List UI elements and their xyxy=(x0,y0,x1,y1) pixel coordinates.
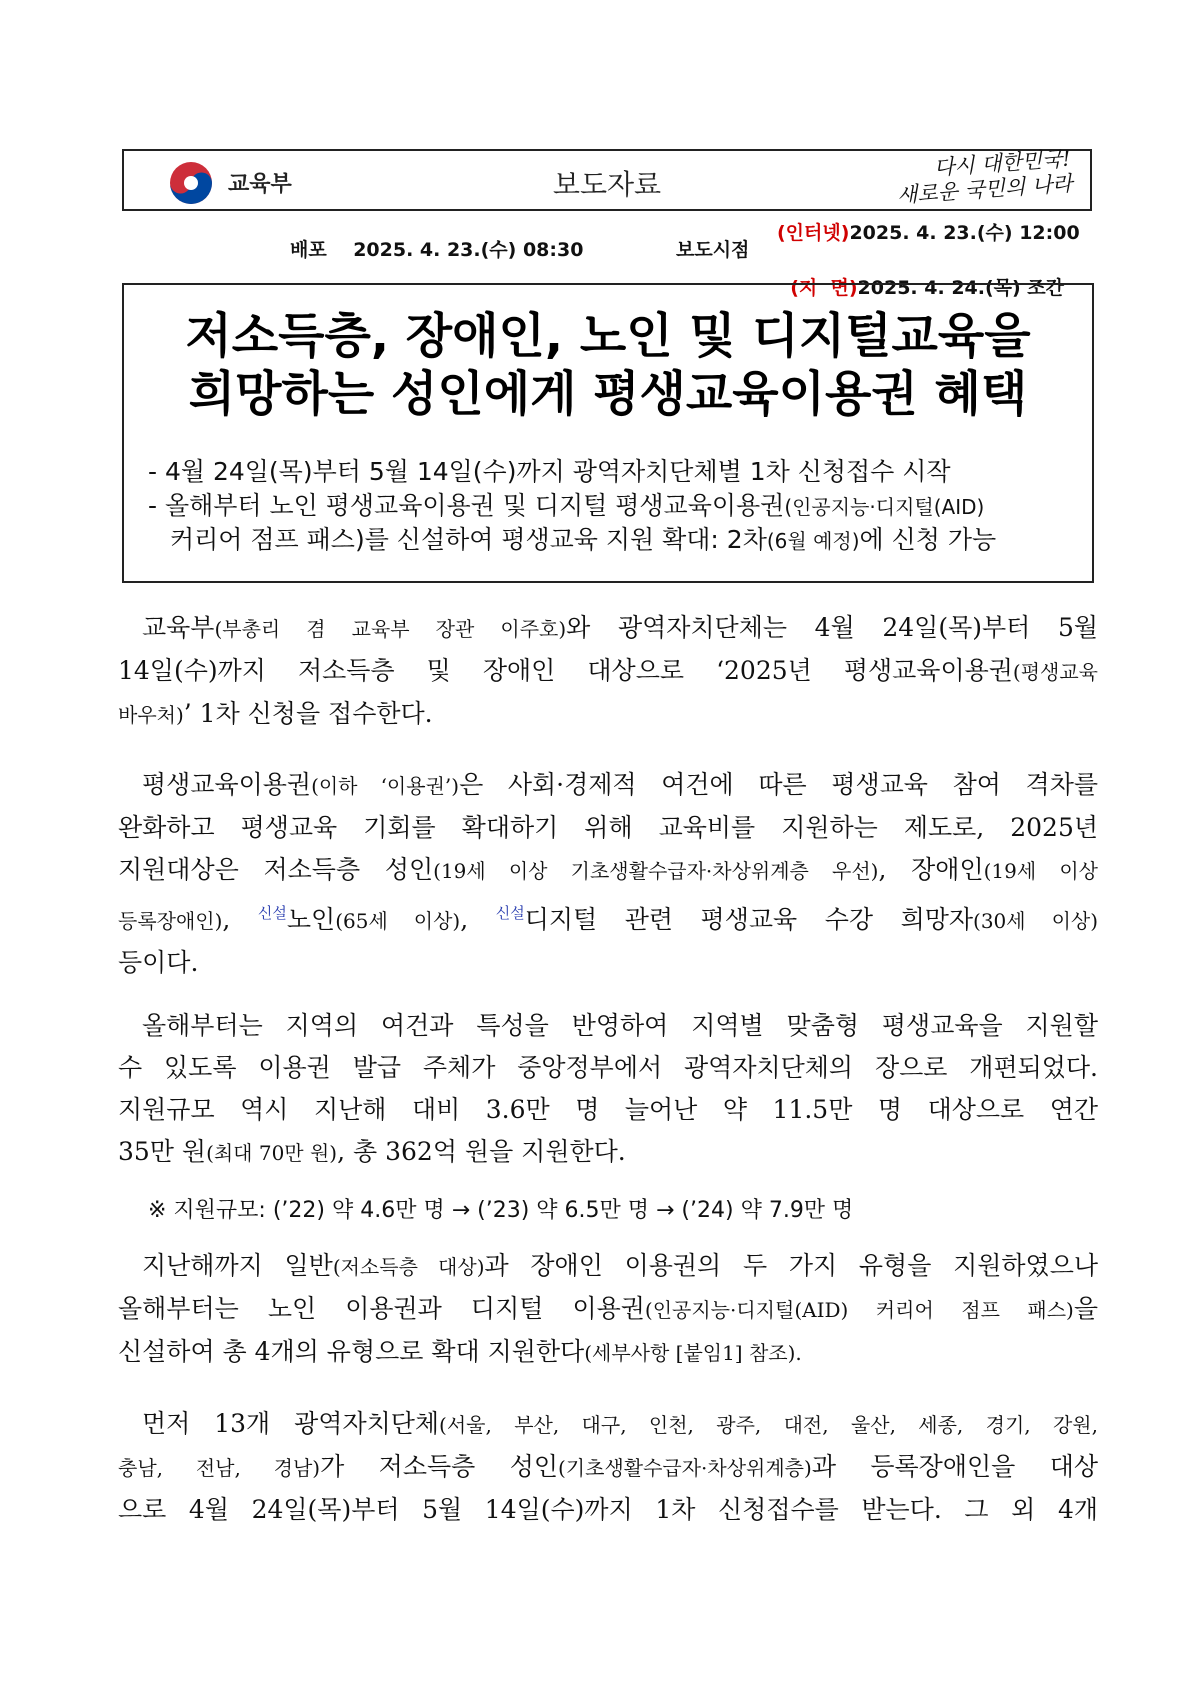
paragraph-2-line-1: 평생교육이용권(이하 ‘이용권’)은 사회·경제적 여건에 따른 평생교육 참여 격차를 xyxy=(142,770,1098,799)
paragraph-1-line-1: 교육부(부총리 겸 교육부 장관 이주호)와 광역자치단체는 4월 24일(목)부터 5월 xyxy=(142,613,1098,642)
paragraph-1 xyxy=(118,607,1098,736)
paragraph-3-line-2: 수 있도록 이용권 발급 주체가 중앙정부에서 광역자치단체의 장으로 개편되었다. xyxy=(118,1053,1098,1082)
paragraph-5-line-2: 충남, 전남, 경남)가 저소득층 성인(기초생활수급자·차상위계층)과 등록장애인을 대상 xyxy=(118,1452,1098,1481)
release-label: 보도시점 xyxy=(676,239,750,261)
distribution-label: 배포 xyxy=(290,239,327,261)
subtitle-2-note: (인공지능·디지털(AID) xyxy=(784,495,985,519)
paragraph-5-line-1: 먼저 13개 광역자치단체(서울, 부산, 대구, 인천, 광주, 대전, 울산, 세종, 경기, 강원, xyxy=(142,1409,1098,1438)
internet-time: 2025. 4. 23.(수) 12:00 xyxy=(849,222,1080,244)
paper-tag: (지 면) xyxy=(790,277,858,299)
new-badge: 신설 xyxy=(495,904,525,922)
headline-line-2: 희망하는 성인에게 평생교육이용권 혜택 xyxy=(188,366,1028,422)
headline xyxy=(124,307,1092,423)
subtitle-3-end: 에 신청 가능 xyxy=(859,525,997,554)
paragraph-3-line-1: 올해부터는 지역의 여건과 특성을 반영하여 지역별 맞춤형 평생교육을 지원할 xyxy=(142,1011,1098,1040)
ministry-name: 교육부 xyxy=(228,172,292,197)
paragraph-5-line-3: 으로 4월 24일(목)부터 5월 14일(수)까지 1차 신청접수를 받는다. 그 외 4개 xyxy=(118,1495,1098,1524)
paragraph-2-line-2: 완화하고 평생교육 기회를 확대하기 위해 교육비를 지원하는 제도로, 2025년 xyxy=(118,813,1098,842)
paragraph-2-line-3: 지원대상은 저소득층 성인(19세 이상 기초생활수급자·차상위계층 우선), 장애인(19세 이상 xyxy=(118,855,1098,884)
paragraph-4-line-1: 지난해까지 일반(저소득층 대상)과 장애인 이용권의 두 가지 유형을 지원하였으나 xyxy=(142,1251,1098,1280)
paragraph-1-line-3: 바우처)’ 1차 신청을 접수한다. xyxy=(118,699,433,728)
support-scale-note: ※ 지원규모: (’22) 약 4.6만 명 → (’23) 약 6.5만 명 → (’24) 약 7.9만 명 xyxy=(148,1198,854,1223)
distribution-datetime: 2025. 4. 23.(수) 08:30 xyxy=(353,239,584,261)
subtitle-2 xyxy=(148,489,984,524)
paragraph-3-line-3: 지원규모 역시 지난해 대비 3.6만 명 늘어난 약 11.5만 명 대상으로 연간 xyxy=(118,1095,1098,1124)
subtitle-3-main: 커리어 점프 패스)를 신설하여 평생교육 지원 확대: 2차 xyxy=(170,525,767,554)
internet-release xyxy=(777,218,1080,245)
slogan-line-1: 다시 대한민국! xyxy=(933,146,1072,180)
new-badge: 신설 xyxy=(257,904,287,922)
paragraph-3 xyxy=(118,1005,1098,1174)
paragraph-3-line-4: 35만 원(최대 70만 원), 총 362억 원을 지원한다. xyxy=(118,1137,626,1166)
headline-box xyxy=(122,283,1094,583)
slogan-calligraphy xyxy=(850,146,1073,217)
paragraph-4-line-3: 신설하여 총 4개의 유형으로 확대 지원한다(세부사항 [붙임1] 참조). xyxy=(118,1337,802,1366)
subtitle-2-main: - 올해부터 노인 평생교육이용권 및 디지털 평생교육이용권 xyxy=(148,491,785,520)
paper-time: 2025. 4. 24.(목) 조간 xyxy=(857,277,1065,299)
paragraph-1-line-2: 14일(수)까지 저소득층 및 장애인 대상으로 ‘2025년 평생교육이용권(평생교육 xyxy=(118,656,1098,685)
paragraph-2 xyxy=(118,764,1098,984)
paragraph-5 xyxy=(118,1403,1098,1531)
subtitle-1: - 4월 24일(목)부터 5월 14일(수)까지 광역자치단체별 1차 신청접수 시작 xyxy=(148,457,951,486)
paragraph-2-line-5: 등이다. xyxy=(118,948,199,977)
headline-line-1: 저소득층, 장애인, 노인 및 디지털교육을 xyxy=(185,308,1031,364)
paragraph-4-line-2: 올해부터는 노인 이용권과 디지털 이용권(인공지능·디지털(AID) 커리어 점프 패스)을 xyxy=(118,1294,1099,1323)
document-type: 보도자료 xyxy=(552,168,662,201)
distribution-info xyxy=(290,235,583,262)
internet-tag: (인터넷) xyxy=(777,222,850,244)
paragraph-2-line-4: 등록장애인), $^{신설}$노인(65세 이상), $^{신설}$디지털 관련 평생교육 수강 희망자(30세 이상) xyxy=(118,904,1099,934)
subtitle-3-note: (6월 예정) xyxy=(766,529,860,553)
subtitle-3 xyxy=(170,523,996,558)
press-header xyxy=(122,146,1092,211)
paragraph-4 xyxy=(118,1245,1098,1374)
slogan-line-2: 새로운 국민의 나라 xyxy=(896,171,1074,208)
